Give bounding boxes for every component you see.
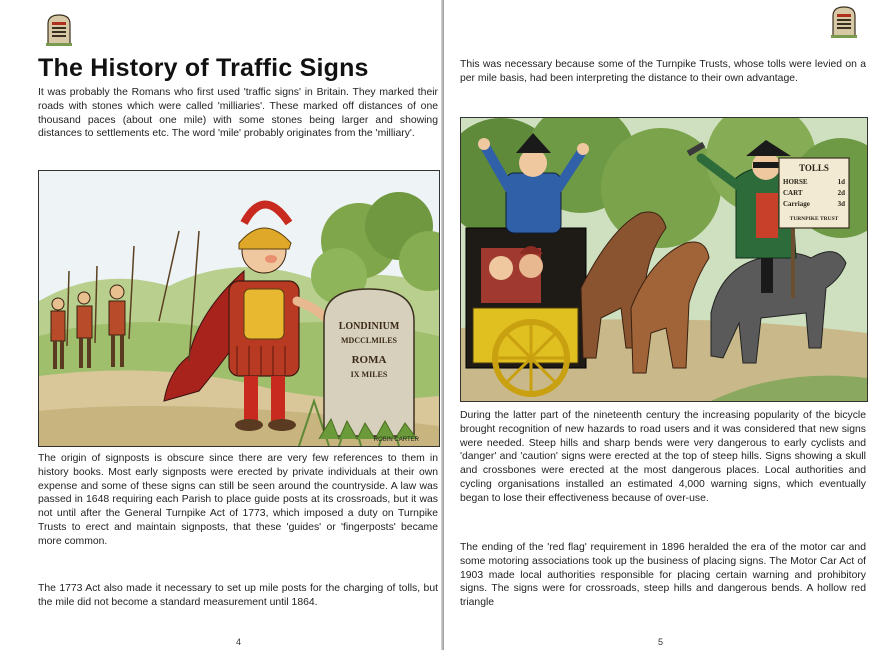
right-page xyxy=(444,0,888,650)
page-title: The History of Traffic Signs xyxy=(38,54,369,82)
milestone-line-4: IX MILES xyxy=(350,370,388,379)
milestone-line-2: MDCCLMILES xyxy=(340,336,398,345)
turnpike-paragraph: This was necessary because some of the Turnpike Trusts, whose tolls were levied on a per mile basis, had been interpreting the distance to their own advantage. xyxy=(460,59,866,84)
roman-milestone-illustration xyxy=(38,170,440,447)
illustrator-signature: ROBIN CARTER xyxy=(373,437,419,443)
toll-item-horse: HORSE xyxy=(783,178,808,186)
signposts-paragraph: The origin of signposts is obscure since there are very few references to them in history books. Most early signposts were erected by private individuals at their own expense and some of these signs can still be seen around the countryside. A law was passed in 1648 requiring each Parish to place guide posts at its crossroads, but it was not until after the General Turnpike Act of 1773, which imposed a duty on Turnpike Trusts to erect and maintain signposts, that these 'guides' or 'fingerposts' became more common. xyxy=(38,453,438,547)
toll-item-carriage: Carriage xyxy=(783,200,810,208)
toll-price-cart: 2d xyxy=(837,189,845,197)
page-number-right: 5 xyxy=(658,637,664,647)
bicycle-hazards-paragraph: During the latter part of the nineteenth century the increasing popularity of the bicycle brought recognition of new hazards to road users and it was considered that new signs were needed. Steep hills and sharp bends were very dangerous to early cyclists and 'danger' and 'caution' signs were erected at the top of steep hills. Signs showing a skull and crossbones were erected at the most dangerous places. Local authorities and cycling organisations installed an estimated 4,000 warning signs, which eventually began to lose their effectiveness because of over-use. xyxy=(460,410,866,504)
toll-item-cart: CART xyxy=(783,189,803,197)
highwayman-toll-illustration xyxy=(460,117,868,402)
toll-price-horse: 1d xyxy=(837,178,845,186)
toll-board-footer: TURNPIKE TRUST xyxy=(789,216,839,222)
booklet-logo-icon xyxy=(45,12,73,46)
booklet-logo-icon xyxy=(830,4,858,38)
milestone-line-3: ROMA xyxy=(351,354,387,366)
toll-price-carriage: 3d xyxy=(837,200,845,208)
act-1773-paragraph: The 1773 Act also made it necessary to set up mile posts for the charging of tolls, but the mile did not become a standard measurement until 1864. xyxy=(38,583,438,608)
intro-paragraph: It was probably the Romans who first used 'traffic signs' in Britain. They marked their roads with stones which were called 'milliaries'. These marked off distances of one thousand paces (about one mile) with some stones being larger and showing distances to settlements etc. The word 'mile' probably originates from the 'milliary'. xyxy=(38,87,438,140)
toll-board-title: TOLLS xyxy=(799,163,829,173)
milestone-line-1: LONDINIUM xyxy=(338,321,400,332)
motor-car-paragraph: The ending of the 'red flag' requirement in 1896 heralded the era of the motor car and some motoring associations took up the business of placing signs. The Motor Car Act of 1903 made local authorities responsible for placing certain warning and prohibitory signs. The signs were for crossroads, steep hills and dangerous bends. A hollow red triangle xyxy=(460,542,866,609)
page-number-left: 4 xyxy=(236,637,242,647)
